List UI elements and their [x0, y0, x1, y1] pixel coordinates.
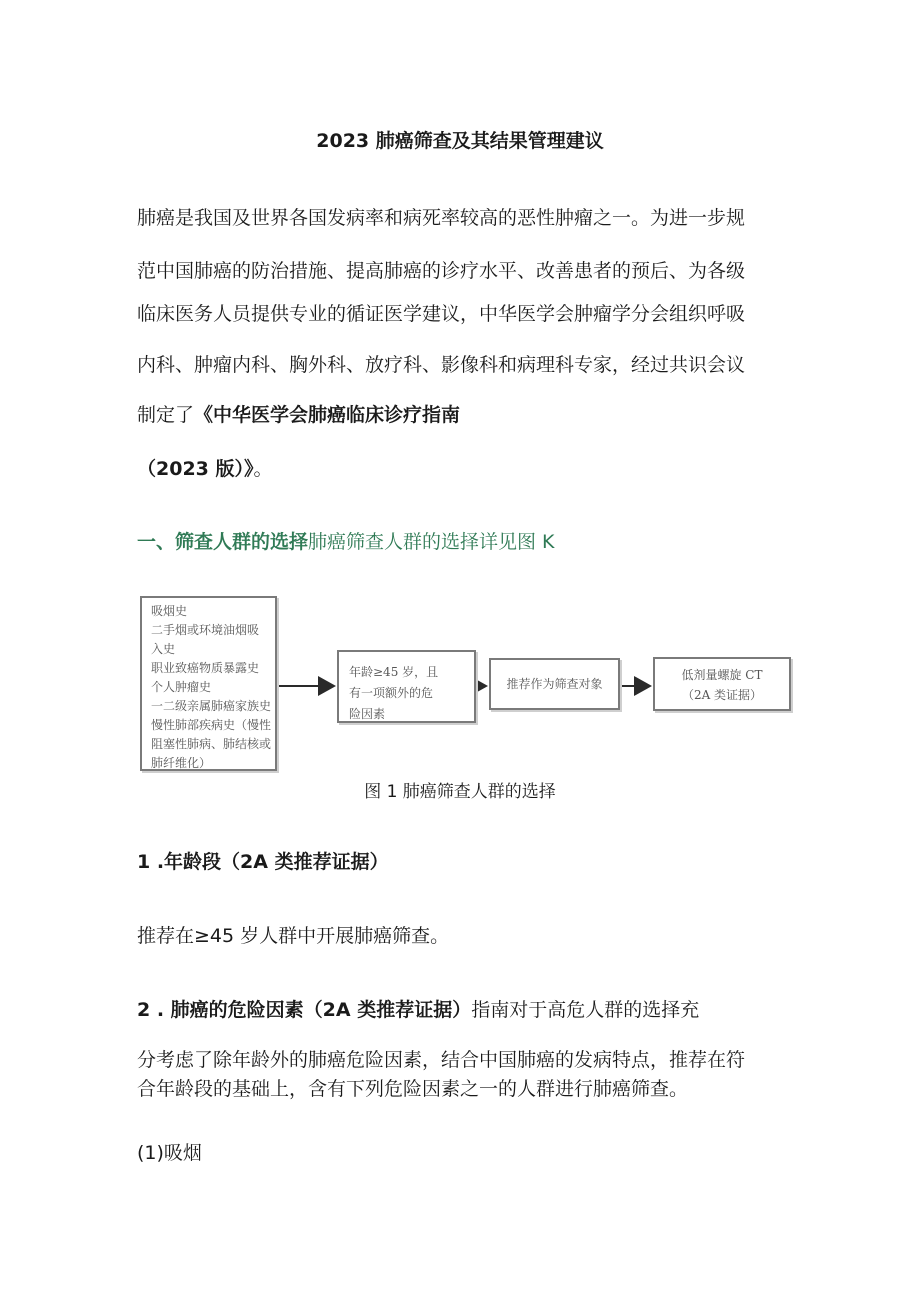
method-line: （2A 类证据） [681, 688, 763, 702]
guideline-version: （2023 版）》 [137, 458, 254, 480]
figure-caption: 图 1 肺癌筛查人群的选择 [364, 782, 556, 802]
risk-factor: 入史 [151, 642, 176, 656]
item-1-text: 推荐在≥45 岁人群中开展肺癌筛查。 [137, 925, 450, 947]
method-line: 低剂量螺旋 CT [681, 668, 763, 682]
risk-factors-box [140, 596, 277, 771]
risk-factor: 一二级亲属肺癌家族史 [151, 699, 272, 713]
intro-line-4: 内科、肿瘤内科、胸外科、放疗科、影像科和病理科专家，经过共识会议 [137, 354, 746, 376]
item-smoking: (1)吸烟 [137, 1142, 202, 1164]
screening-flowchart [140, 594, 810, 776]
intro-line-1: 肺癌是我国及世界各国发病率和病死率较高的恶性肿瘤之一。为进一步规 [137, 207, 746, 229]
criteria-line: 年龄≥45 岁，且 [349, 665, 439, 679]
intro-line-6 [137, 457, 273, 481]
intro-line-5-prefix: 制定了 [137, 404, 195, 426]
document-title: 2023 肺癌筛查及其结果管理建议 [316, 130, 604, 152]
recommend-box [489, 658, 620, 710]
criteria-line: 险因素 [349, 707, 386, 721]
item-2-heading-bold: 2 . 肺癌的危险因素（2A 类推荐证据） [137, 999, 472, 1021]
risk-factor: 阻塞性肺病、肺结核或 [151, 737, 272, 751]
criteria-line: 有一项额外的危 [349, 686, 434, 700]
method-box [653, 657, 791, 711]
item-2-line-1: 分考虑了除年龄外的肺癌危险因素，结合中国肺癌的发病特点，推荐在符 [137, 1049, 746, 1071]
item-2-heading-rest: 指南对于高危人群的选择充 [471, 999, 700, 1021]
section-1-heading-bold: 一、筛查人群的选择 [137, 531, 309, 553]
risk-factor: 吸烟史 [151, 604, 188, 618]
intro-line-6-rest: 。 [253, 458, 273, 480]
section-1-heading-rest: 肺癌筛查人群的选择详见图 K [308, 531, 555, 553]
risk-factor: 肺纤维化） [151, 756, 212, 770]
risk-factor: 职业致癌物质暴露史 [151, 661, 260, 675]
risk-factor: 二手烟或环境油烟吸 [151, 623, 260, 637]
intro-line-3: 临床医务人员提供专业的循证医学建议，中华医学会肿瘤学分会组织呼吸 [137, 303, 746, 325]
section-1-heading [137, 530, 555, 554]
risk-factor: 慢性肺部疾病史（慢性 [151, 718, 272, 732]
criteria-box [337, 650, 476, 723]
guideline-name: 《中华医学会肺癌临床诊疗指南 [194, 404, 461, 426]
item-2-heading [137, 998, 699, 1022]
item-1-heading: 1 .年龄段（2A 类推荐证据） [137, 851, 389, 873]
risk-factor: 个人肿瘤史 [151, 680, 212, 694]
intro-line-2: 范中国肺癌的防治措施、提高肺癌的诊疗水平、改善患者的预后、为各级 [137, 260, 746, 282]
intro-line-5 [137, 403, 460, 427]
item-2-line-2: 合年龄段的基础上，含有下列危险因素之一的人群进行肺癌筛查。 [137, 1078, 689, 1100]
recommend-text: 推荐作为筛查对象 [506, 677, 603, 691]
